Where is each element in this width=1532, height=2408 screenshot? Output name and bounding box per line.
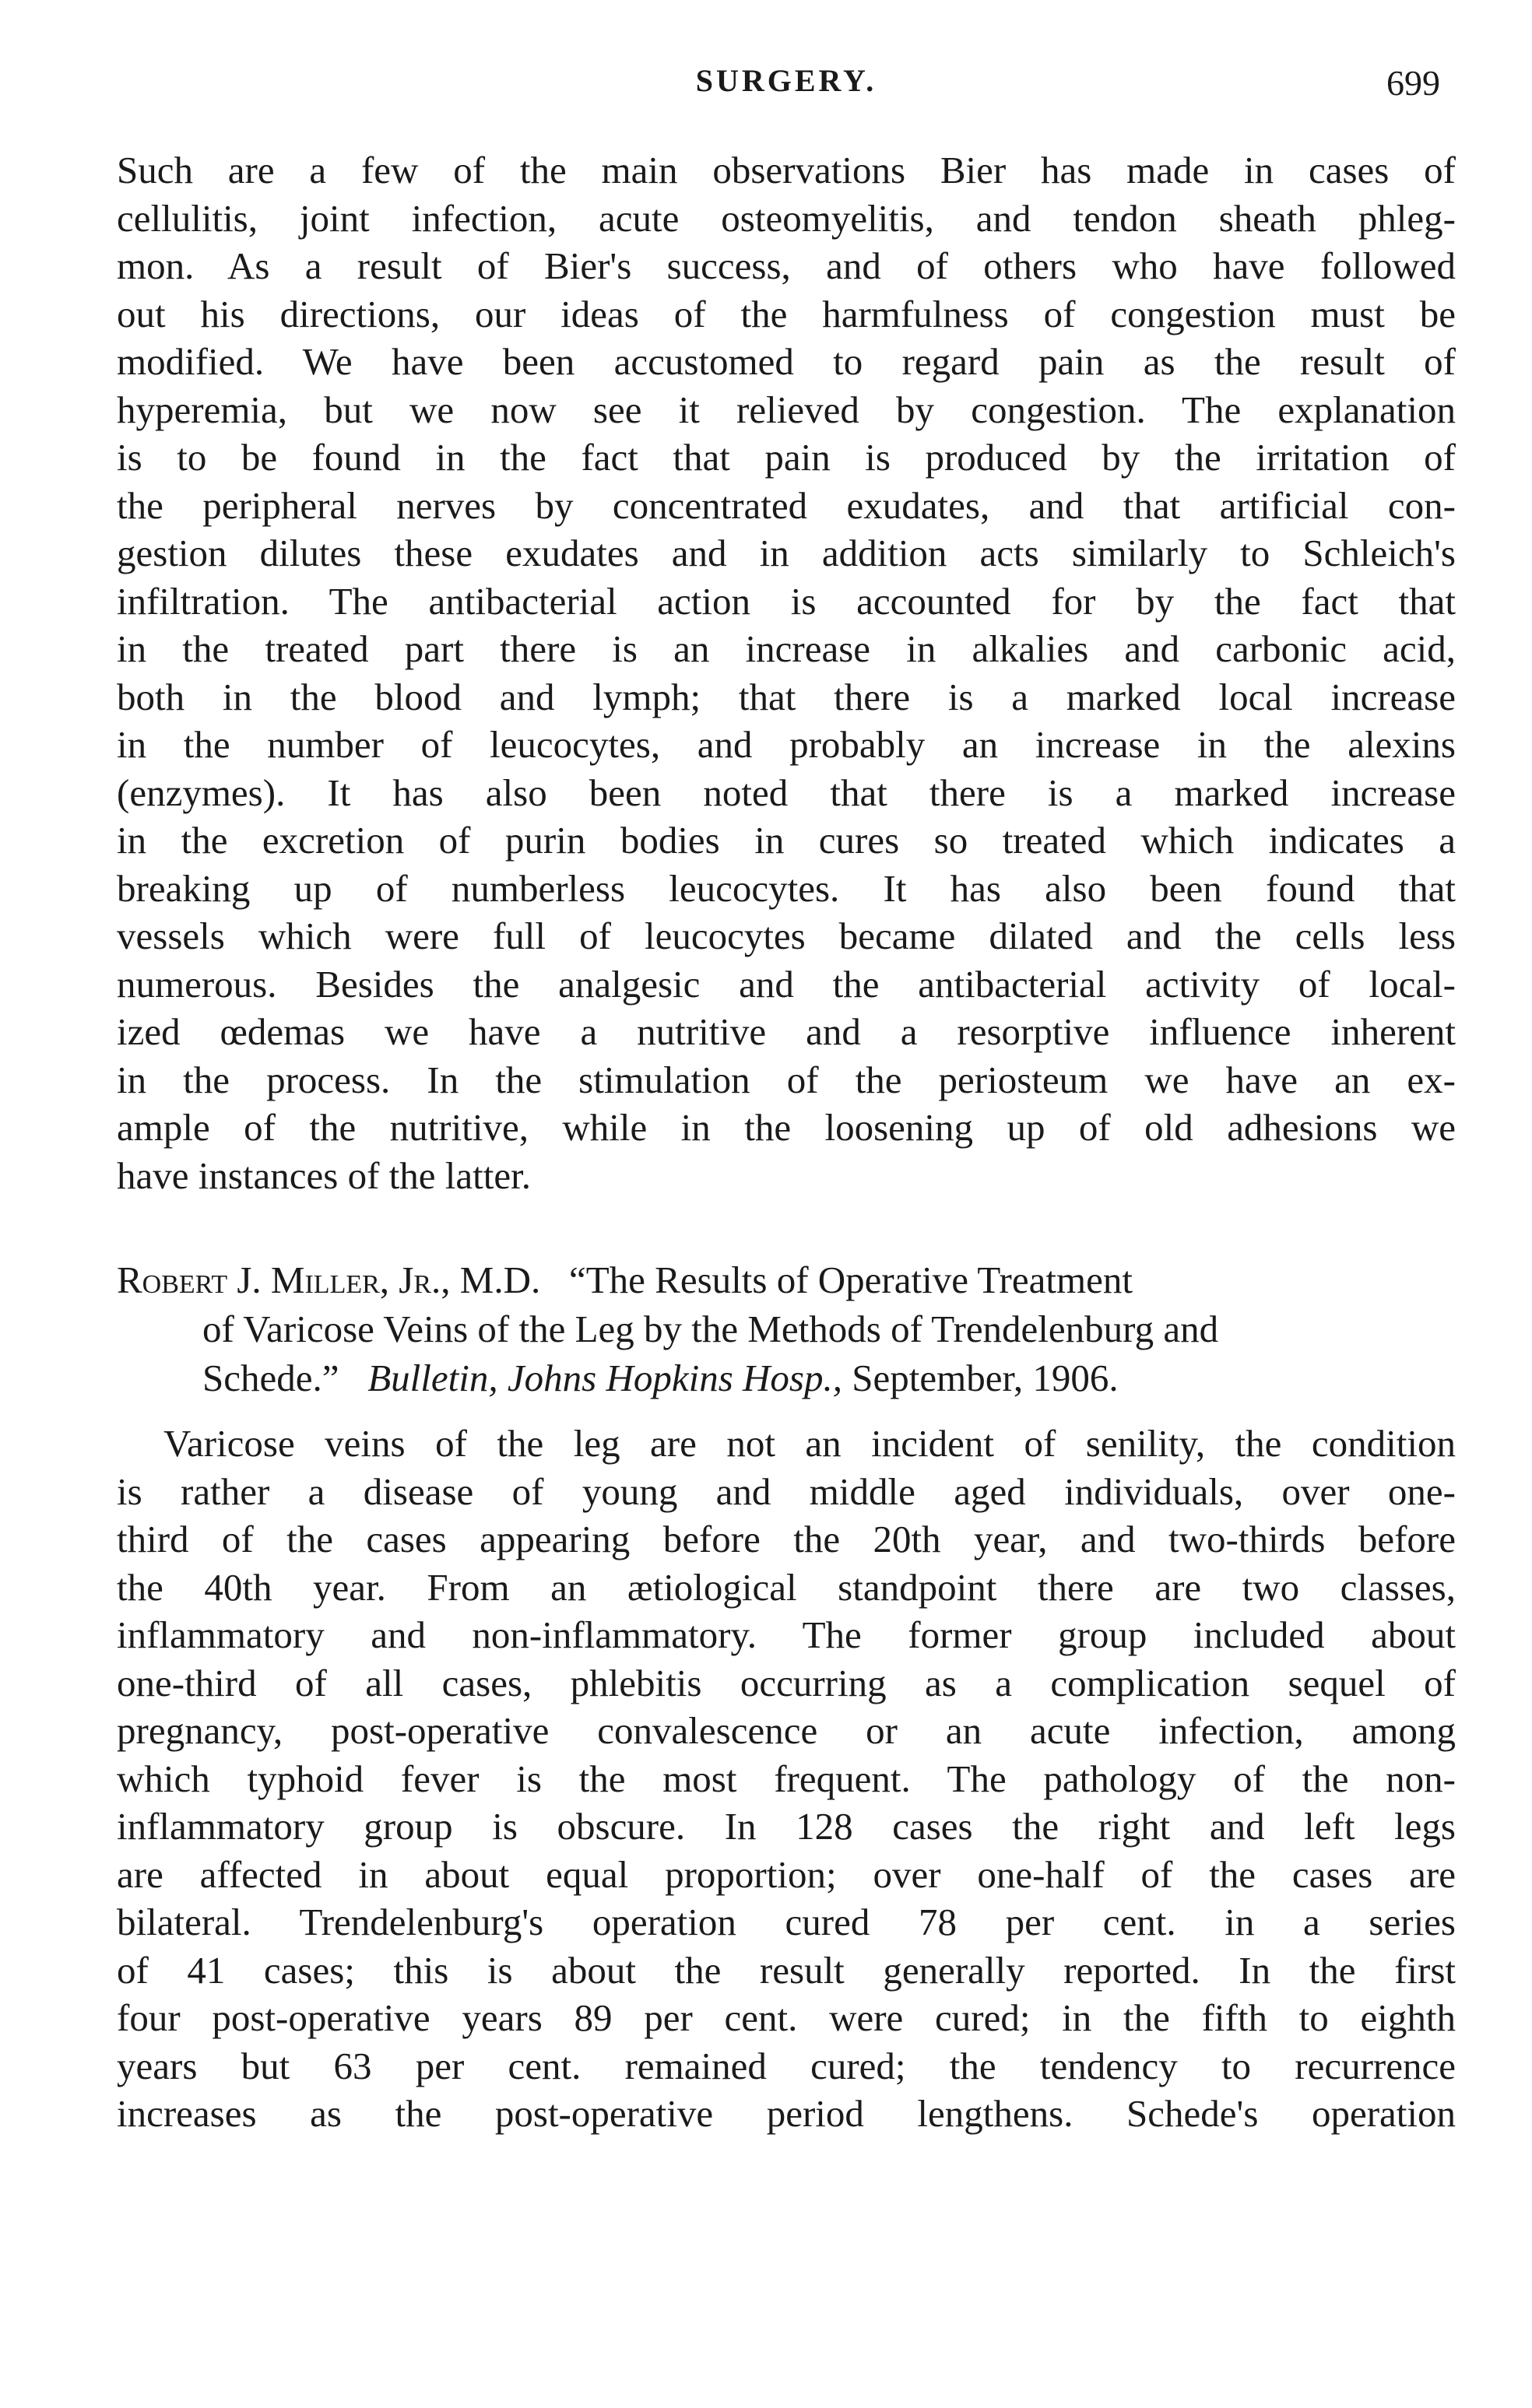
paragraph-varicose-veins [117, 1420, 1456, 2138]
text-line: increases as the post-operative period lengthens. Schede's operation [117, 2092, 1456, 2135]
text-line: cellulitis, joint infection, acute osteomyelitis, and tendon sheath phleg- [117, 196, 1456, 240]
citation-block [117, 1255, 1456, 1402]
text-line: bilateral. Trendelenburg's operation cured 78 per cent. in a series [117, 1901, 1456, 1943]
text-line: the 40th year. From an ætiological standpoint there are two classes, [117, 1565, 1456, 1609]
text-line: pregnancy, post-operative convalescence or an acute infection, among [117, 1709, 1456, 1752]
text-line: which typhoid fever is the most frequent. The pathology of the non- [117, 1757, 1456, 1800]
text-line: in the process. In the stimulation of the periosteum we have an ex- [117, 1058, 1456, 1101]
text-line: Such are a few of the main observations Bier has made in cases of [117, 149, 1456, 191]
running-title: SURGERY. [695, 63, 877, 98]
citation-title: “The Results of Operative Treatment [568, 1258, 1133, 1301]
text-line: is rather a disease of young and middle aged individuals, over one- [117, 1469, 1456, 1513]
text-line: gestion dilutes these exudates and in addition acts similarly to Schleich's [117, 532, 1456, 574]
text-line: is to be found in the fact that pain is produced by the irritation of [117, 436, 1456, 479]
citation-line [117, 1255, 1456, 1304]
citation-date: September, 1906. [852, 1357, 1119, 1399]
text-line: are affected in about equal proportion; over one-half of the cases are [117, 1852, 1456, 1896]
text-line: hyperemia, but we now see it relieved by congestion. The explanation [117, 388, 1456, 431]
text-line: mon. As a result of Bier's success, and of others who have followed [117, 244, 1456, 287]
text-line: in the treated part there is an increase in alkalies and carbonic acid, [117, 627, 1456, 670]
text-line: of 41 cases; this is about the result generally reported. In the first [117, 1948, 1456, 1992]
document-page [117, 62, 1456, 2138]
text-line: third of the cases appearing before the 20th year, and two-thirds before [117, 1518, 1456, 1560]
text-line: in the excretion of purin bodies in cures so treated which indicates a [117, 819, 1456, 862]
citation-author: Robert J. Miller, Jr., M.D. [117, 1258, 541, 1301]
text-line: infiltration. The antibacterial action is accounted for by the fact that [117, 579, 1456, 623]
text-line: inflammatory and non-inflammatory. The former group included about [117, 1613, 1456, 1656]
citation-line: of Varicose Veins of the Leg by the Methods of Trendelenburg and [202, 1308, 1219, 1350]
text-line: in the number of leucocytes, and probably an increase in the alexins [117, 723, 1456, 766]
text-line: years but 63 per cent. remained cured; the tendency to recurrence [117, 2044, 1456, 2087]
page-number: 699 [1386, 63, 1440, 103]
text-line: out his directions, our ideas of the harmfulness of congestion must be [117, 292, 1456, 335]
citation-title-end: Schede.” [202, 1357, 339, 1399]
text-line: inflammatory group is obscure. In 128 cases the right and left legs [117, 1805, 1456, 1848]
text-line: have instances of the latter. [117, 1153, 531, 1197]
text-line: the peripheral nerves by concentrated exudates, and that artificial con- [117, 483, 1456, 527]
citation-line [117, 1353, 1456, 1402]
text-line: one-third of all cases, phlebitis occurring as a complication sequel of [117, 1661, 1456, 1704]
running-head [117, 62, 1456, 117]
text-line: (enzymes). It has also been noted that there is a marked increase [117, 770, 1456, 814]
paragraph-bier-observations [117, 146, 1456, 1199]
text-line: both in the blood and lymph; that there is a marked local increase [117, 675, 1456, 718]
text-line: Varicose veins of the leg are not an incident of senility, the condition [163, 1422, 1456, 1465]
text-line: numerous. Besides the analgesic and the antibacterial activity of local- [117, 962, 1456, 1006]
text-line: ized œdemas we have a nutritive and a resorptive influence inherent [117, 1010, 1456, 1053]
text-line: breaking up of numberless leucocytes. It has also been found that [117, 866, 1456, 910]
text-line: four post-operative years 89 per cent. were cured; in the fifth to eighth [117, 1996, 1456, 2039]
citation-journal: Bulletin, Johns Hopkins Hosp., [367, 1357, 842, 1399]
text-line: modified. We have been accustomed to regard pain as the result of [117, 340, 1456, 383]
text-line: ample of the nutritive, while in the loosening up of old adhesions we [117, 1106, 1456, 1149]
text-line: vessels which were full of leucocytes became dilated and the cells less [117, 914, 1456, 957]
